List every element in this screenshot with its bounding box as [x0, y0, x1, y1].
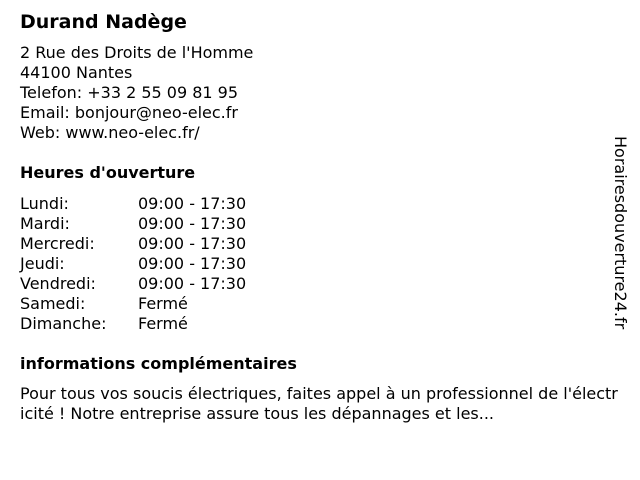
day-label: Jeudi:	[20, 254, 65, 273]
day-label: Lundi:	[20, 194, 69, 213]
hours-row-thursday	[20, 254, 246, 274]
address-street: 2 Rue des Droits de l'Homme	[20, 43, 254, 62]
hours-row-sunday	[20, 314, 246, 334]
hours-value: 09:00 - 17:30	[138, 214, 247, 233]
business-name: Durand Nadège	[20, 11, 187, 33]
business-description: Pour tous vos soucis électriques, faites appel à un professionnel de l'électricité ! Notre entreprise assure tous les dépannages et les...	[20, 384, 618, 423]
site-watermark: Horairesdouverture24.fr	[611, 136, 630, 330]
address-city: 44100 Nantes	[20, 63, 133, 82]
hours-value: 09:00 - 17:30	[138, 274, 247, 293]
hours-value: 09:00 - 17:30	[138, 194, 247, 213]
hours-value: Fermé	[138, 294, 188, 313]
hours-row-friday	[20, 274, 246, 294]
hours-heading: Heures d'ouverture	[20, 163, 196, 182]
hours-value: 09:00 - 17:30	[138, 254, 247, 273]
hours-value: 09:00 - 17:30	[138, 234, 247, 253]
day-label: Samedi:	[20, 294, 86, 313]
email-address[interactable]: Email: bonjour@neo-elec.fr	[20, 103, 238, 122]
day-label: Mercredi:	[20, 234, 95, 253]
hours-row-wednesday	[20, 234, 246, 254]
hours-row-tuesday	[20, 214, 246, 234]
hours-table	[20, 194, 246, 334]
hours-value: Fermé	[138, 314, 188, 333]
info-heading: informations complémentaires	[20, 354, 297, 373]
day-label: Vendredi:	[20, 274, 96, 293]
day-label: Mardi:	[20, 214, 70, 233]
contact-block	[20, 43, 253, 143]
hours-row-saturday	[20, 294, 246, 314]
hours-row-monday	[20, 194, 246, 214]
day-label: Dimanche:	[20, 314, 107, 333]
website-link[interactable]: Web: www.neo-elec.fr/	[20, 123, 200, 142]
phone-number[interactable]: Telefon: +33 2 55 09 81 95	[20, 83, 239, 102]
